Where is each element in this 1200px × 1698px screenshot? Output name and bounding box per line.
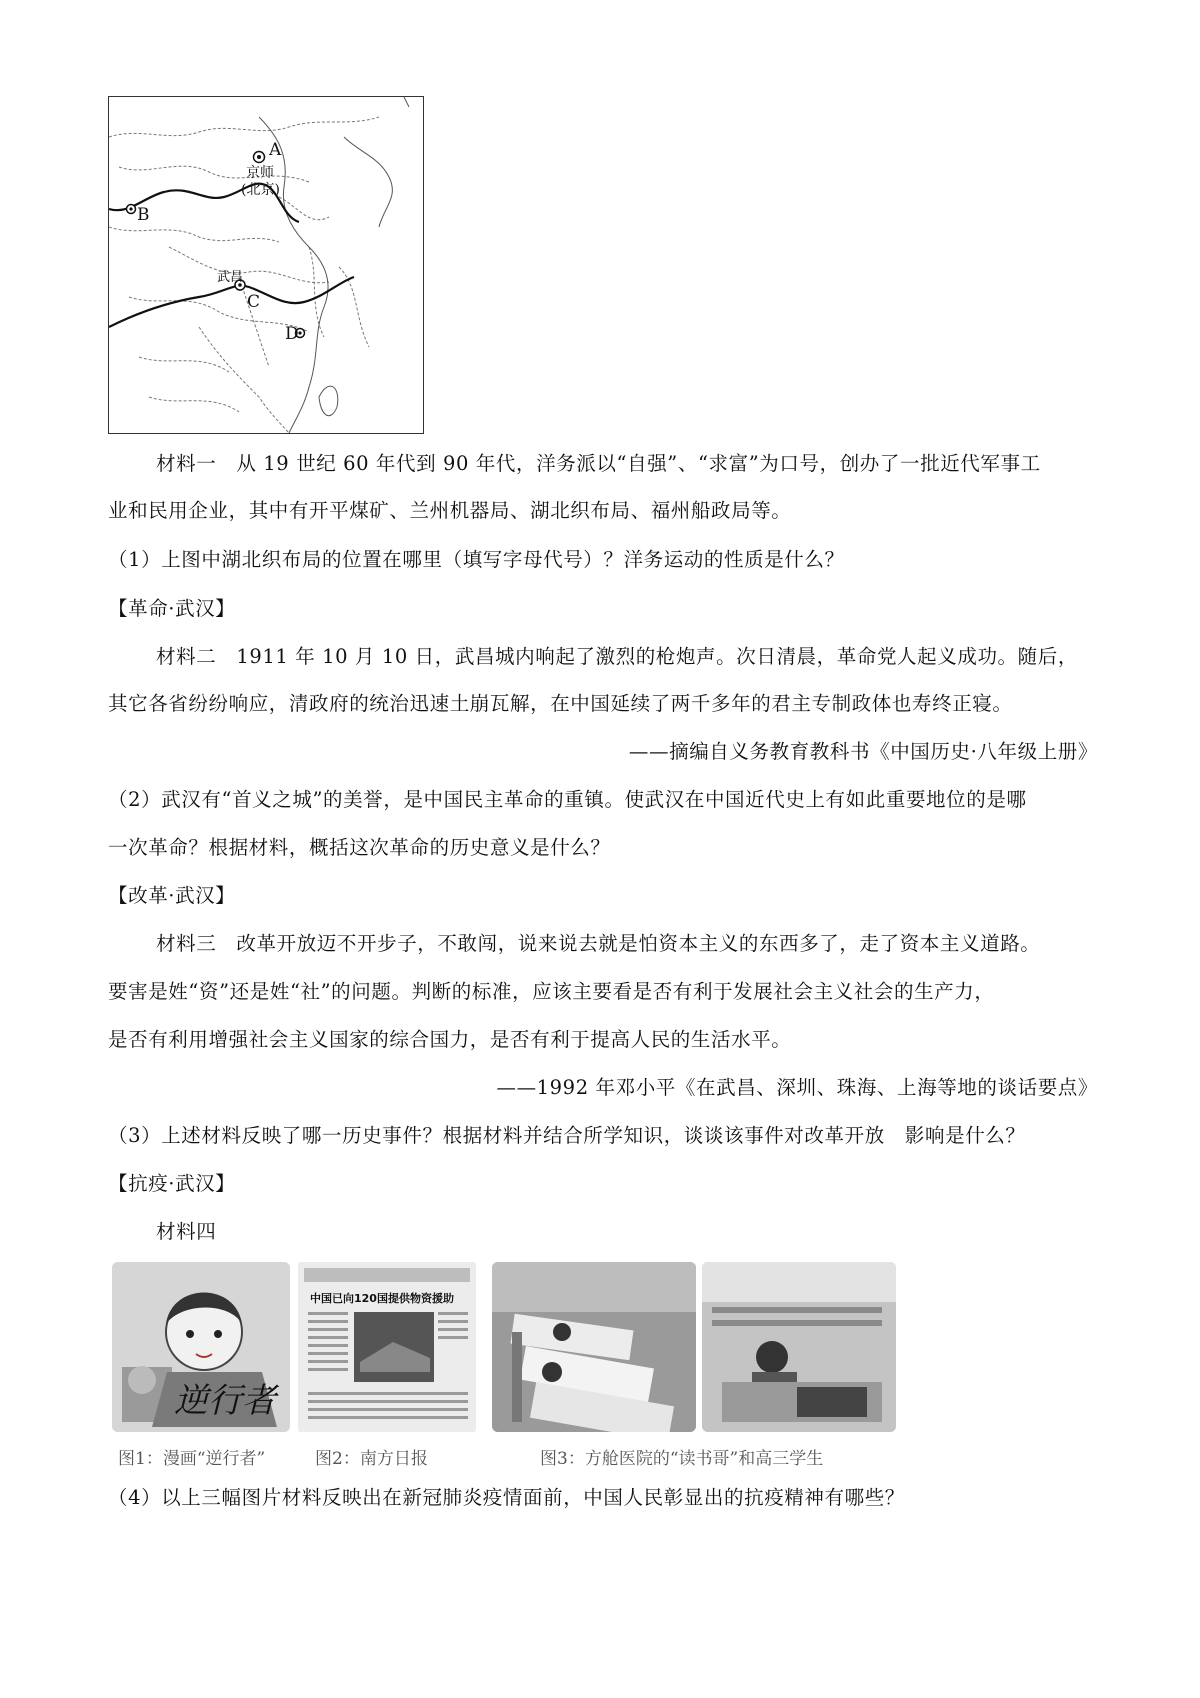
caption-fig3: 图3：方舱医院的“读书哥”和高三学生 bbox=[540, 1449, 824, 1469]
material2-line1: 材料二 1911 年 10 月 10 日，武昌城内响起了激烈的枪炮声。次日清晨，革命党人起义成功。随后， bbox=[156, 645, 1078, 668]
map-label-jingshi: 京师 bbox=[246, 165, 274, 181]
question-2-line2: 一次革命？根据材料，概括这次革命的历史意义是什么？ bbox=[108, 836, 611, 859]
map-label-a: A bbox=[269, 140, 282, 160]
map-label-d: D bbox=[285, 324, 299, 344]
material2-line2: 其它各省纷纷响应，清政府的统治迅速土崩瓦解，在中国延续了两千多年的君主专制政体也寿终正寝。 bbox=[108, 692, 1013, 715]
map-label-c: C bbox=[247, 292, 261, 312]
material3-source: ——1992 年邓小平《在武昌、深圳、珠海、上海等地的谈话要点》 bbox=[496, 1076, 1098, 1099]
section-revolution-heading: 【革命·武汉】 bbox=[108, 597, 236, 620]
caption-fig1: 图1：漫画“逆行者” bbox=[118, 1449, 266, 1469]
map-label-beijing: (北京) bbox=[241, 182, 280, 198]
question-1: （1）上图中湖北织布局的位置在哪里（填写字母代号）？洋务运动的性质是什么？ bbox=[108, 548, 845, 571]
question-3: （3）上述材料反映了哪一历史事件？根据材料并结合所学知识，谈谈该事件对改革开放 影响是什么？ bbox=[108, 1124, 1026, 1147]
question-4: （4）以上三幅图片材料反映出在新冠肺炎疫情面前，中国人民彰显出的抗疫精神有哪些？ bbox=[108, 1486, 905, 1509]
photo-comic-nixingzhe bbox=[112, 1262, 290, 1432]
material1-line1: 材料一 从 19 世纪 60 年代到 90 年代，洋务派以“自强”、“求富”为口号，创办了一批近代军事工 bbox=[156, 452, 1041, 475]
material1-line2: 业和民用企业，其中有开平煤矿、兰州机器局、湖北织布局、福州船政局等。 bbox=[108, 499, 792, 522]
section-epidemic-heading: 【抗疫·武汉】 bbox=[108, 1172, 236, 1195]
photo-newspaper bbox=[298, 1262, 476, 1432]
map-drawing bbox=[109, 97, 423, 433]
material4-photos bbox=[112, 1262, 912, 1432]
photo-student-studying bbox=[702, 1262, 896, 1432]
map-label-wuchang: 武昌 bbox=[217, 270, 244, 285]
material2-source: ——摘编自义务教育教科书《中国历史·八年级上册》 bbox=[628, 740, 1098, 763]
photo1-title: 逆行者 bbox=[174, 1381, 276, 1421]
historical-map bbox=[108, 96, 424, 434]
material3-line1: 材料三 改革开放迈不开步子，不敢闯，说来说去就是怕资本主义的东西多了，走了资本主义道路。 bbox=[156, 932, 1041, 955]
section-reform-heading: 【改革·武汉】 bbox=[108, 884, 236, 907]
map-label-b: B bbox=[137, 205, 150, 225]
material3-line3: 是否有利用增强社会主义国家的综合国力，是否有利于提高人民的生活水平。 bbox=[108, 1028, 792, 1051]
caption-fig2: 图2：南方日报 bbox=[315, 1449, 428, 1469]
material4-label: 材料四 bbox=[156, 1220, 217, 1243]
photo2-headline: 中国已向120国提供物资援助 bbox=[310, 1292, 454, 1305]
material3-line2: 要害是姓“资”还是姓“社”的问题。判断的标准，应该主要看是否有利于发展社会主义社会的生产力， bbox=[108, 980, 995, 1003]
photo-fangcang-hospital-reader bbox=[492, 1262, 696, 1432]
question-2-line1: （2）武汉有“首义之城”的美誉，是中国民主革命的重镇。使武汉在中国近代史上有如此重要地位的是哪 bbox=[108, 788, 1027, 811]
